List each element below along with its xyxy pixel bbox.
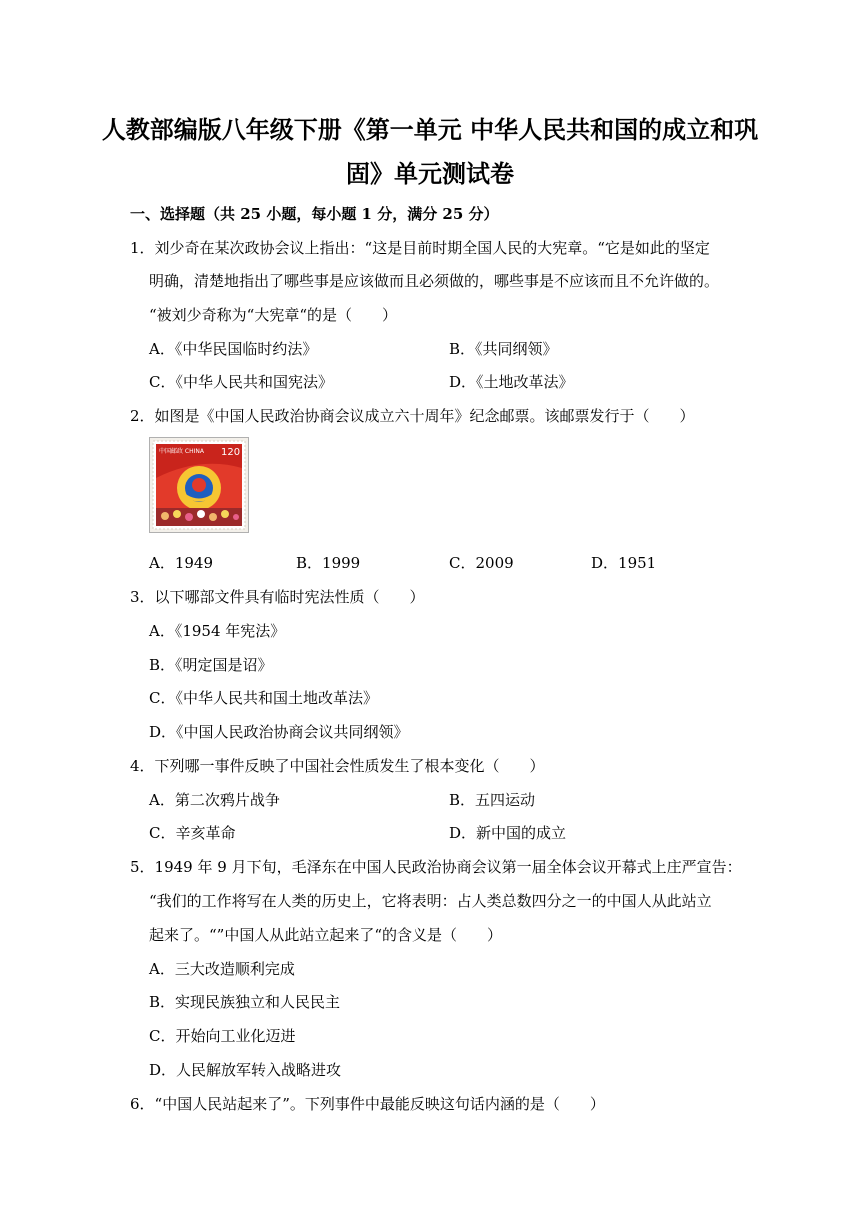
q5-stem-line-2: “我们的工作将写在人类的历史上，它将表明：占人类总数四分之一的中国人从此站立 (149, 892, 712, 910)
q1-stem-line-2: 明确，清楚地指出了哪些事是应该做而且必须做的，哪些事是不应该而且不允许做的。 (149, 272, 720, 290)
q5-option-b: B．实现民族独立和人民民主 (149, 993, 341, 1011)
title-line-1: 人教部编版八年级下册《第一单元 中华人民共和国的成立和巩 (101, 115, 759, 144)
q5-option-c: C．开始向工业化迈进 (149, 1027, 296, 1045)
title-line-2: 固》单元测试卷 (346, 159, 514, 188)
q4-option-a: A．第二次鸦片战争 (149, 791, 280, 809)
q2-option-c: C．2009 (449, 554, 514, 572)
q6-stem: 6．“中国人民站起来了”。下列事件中最能反映这句话内涵的是（ ） (130, 1095, 605, 1113)
q1-option-d: D．《土地改革法》 (449, 373, 574, 391)
q4-option-b: B．五四运动 (449, 791, 536, 809)
stamp-country-text: 中国邮政 CHINA (159, 448, 204, 455)
q5-stem-line-1: 5．1949 年 9 月下旬，毛泽东在中国人民政治协商会议第一届全体会议开幕式上庄严宣告： (130, 858, 742, 876)
q2-option-a: A．1949 (149, 554, 214, 572)
page-title (100, 108, 760, 196)
q2-option-d: D．1951 (591, 554, 657, 572)
q5-option-d: D．人民解放军转入战略进攻 (149, 1061, 342, 1079)
q3-option-d: D．《中国人民政治协商会议共同纲领》 (149, 723, 409, 741)
q1-option-c: C．《中华人民共和国宪法》 (149, 373, 333, 391)
section-heading: 一、选择题（共 25 小题，每小题 1 分，满分 25 分） (130, 205, 499, 223)
stamp-illustration (150, 438, 248, 532)
q4-option-c: C．辛亥革命 (149, 824, 236, 842)
q3-option-c: C．《中华人民共和国土地改革法》 (149, 689, 378, 707)
q1-stem-line-3: “被刘少奇称为“大宪章“的是（ ） (149, 306, 398, 324)
q1-option-a: A．《中华民国临时约法》 (149, 340, 318, 358)
q1-stem-line-1: 1．刘少奇在某次政协会议上指出：“这是目前时期全国人民的大宪章。“它是如此的坚定 (130, 239, 710, 257)
stamp-value-text: 120 (221, 447, 241, 458)
q3-stem: 3．以下哪部文件具有临时宪法性质（ ） (130, 588, 425, 606)
q3-option-a: A．《1954 年宪法》 (149, 622, 286, 640)
q3-option-b: B．《明定国是诏》 (149, 656, 273, 674)
q4-stem: 4．下列哪一事件反映了中国社会性质发生了根本变化（ ） (130, 757, 545, 775)
q2-option-b: B．1999 (296, 554, 361, 572)
q4-option-d: D．新中国的成立 (449, 824, 567, 842)
q5-option-a: A．三大改造顺利完成 (149, 960, 295, 978)
q5-stem-line-3: 起来了。“”中国人从此站立起来了“的含义是（ ） (149, 926, 503, 944)
q2-stem: 2．如图是《中国人民政治协商会议成立六十周年》纪念邮票。该邮票发行于（ ） (130, 407, 695, 425)
q1-option-b: B．《共同纲领》 (449, 340, 558, 358)
commemorative-stamp-image (149, 437, 249, 533)
